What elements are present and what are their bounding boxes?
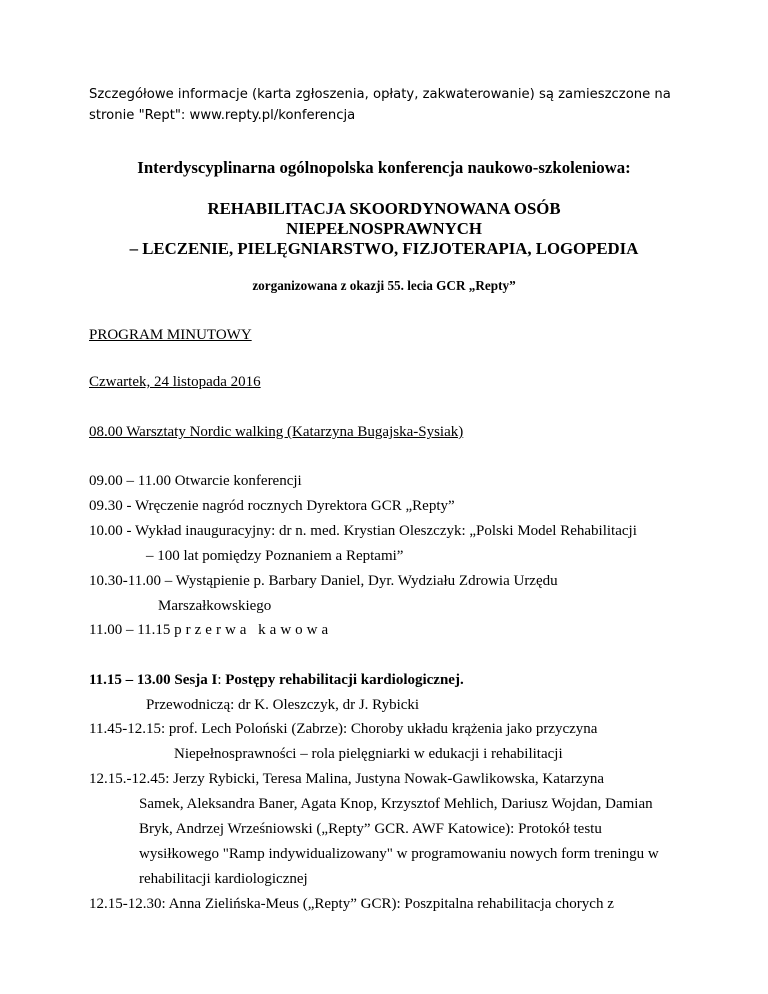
title-line-2: NIEPEŁNOSPRAWNYCH bbox=[286, 219, 482, 238]
agenda-item-opening: 09.00 – 11.00 Otwarcie konferencji bbox=[89, 473, 302, 489]
agenda-item-speech: 10.30-11.00 – Wystąpienie p. Barbary Daniel, Dyr. Wydziału Zdrowia Urzędu bbox=[89, 573, 558, 589]
session-heading bbox=[89, 672, 464, 689]
talk-2-cont-3: wysiłkowego "Ramp indywidualizowany" w programowaniu nowych form treningu w bbox=[139, 846, 659, 862]
info-line-2: stronie "Rept": www.repty.pl/konferencja bbox=[89, 108, 356, 123]
agenda-item-awards: 09.30 - Wręczenie nagród rocznych Dyrektora GCR „Repty” bbox=[89, 498, 455, 514]
organized-note: zorganizowana z okazji 55. lecia GCR „Repty” bbox=[252, 278, 516, 293]
info-note bbox=[89, 84, 689, 126]
workshop-item: 08.00 Warsztaty Nordic walking (Katarzyna Bugajska-Sysiak) bbox=[89, 424, 464, 440]
conference-heading: Interdyscyplinarna ogólnopolska konferencja naukowo-szkoleniowa: bbox=[137, 158, 631, 177]
agenda-item-speech-cont: Marszałkowskiego bbox=[158, 598, 272, 614]
talk-3: 12.15-12.30: Anna Zielińska-Meus („Repty” GCR): Poszpitalna rehabilitacja chorych z bbox=[89, 896, 614, 912]
talk-1-cont: Niepełnosprawności – rola pielęgniarki w edukacji i rehabilitacji bbox=[174, 746, 563, 762]
program-heading: PROGRAM MINUTOWY bbox=[89, 327, 252, 343]
talk-1: 11.45-12.15: prof. Lech Poloński (Zabrze): Choroby układu krążenia jako przyczyna bbox=[89, 721, 598, 737]
session-separator: : bbox=[217, 672, 226, 688]
info-line-1: Szczegółowe informacje (karta zgłoszenia, opłaty, zakwaterowanie) są zamieszczone na bbox=[89, 87, 671, 102]
agenda-item-lecture: 10.00 - Wykład inauguracyjny: dr n. med. Krystian Oleszczyk: „Polski Model Rehabilitacji bbox=[89, 523, 637, 539]
talk-2: 12.15.-12.45: Jerzy Rybicki, Teresa Malina, Justyna Nowak-Gawlikowska, Katarzyna bbox=[89, 771, 605, 787]
talk-2-cont-2: Bryk, Andrzej Wrześniowski („Repty” GCR. AWF Katowice): Protokół testu bbox=[139, 821, 602, 837]
talk-2-cont-4: rehabilitacji kardiologicznej bbox=[139, 871, 308, 887]
session-title: Postępy rehabilitacji kardiologicznej. bbox=[225, 672, 464, 688]
break-time: 11.00 – 11.15 bbox=[89, 622, 171, 638]
conference-title bbox=[0, 199, 768, 259]
title-line-3: – LECZENIE, PIELĘGNIARSTWO, FIZJOTERAPIA, LOGOPEDIA bbox=[129, 239, 639, 258]
title-line-1: REHABILITACJA SKOORDYNOWANA OSÓB bbox=[207, 199, 561, 218]
coffee-break bbox=[89, 622, 332, 639]
break-label: przerwa kawowa bbox=[174, 622, 333, 638]
agenda-item-lecture-cont: – 100 lat pomiędzy Poznaniem a Reptami” bbox=[146, 548, 404, 564]
talk-2-cont-1: Samek, Aleksandra Baner, Agata Knop, Krzysztof Mehlich, Dariusz Wojdan, Damian bbox=[139, 796, 653, 812]
program-date: Czwartek, 24 listopada 2016 bbox=[89, 374, 261, 390]
session-time: 11.15 – 13.00 Sesja I bbox=[89, 672, 218, 688]
session-chairs: Przewodniczą: dr K. Oleszczyk, dr J. Rybicki bbox=[146, 697, 420, 713]
